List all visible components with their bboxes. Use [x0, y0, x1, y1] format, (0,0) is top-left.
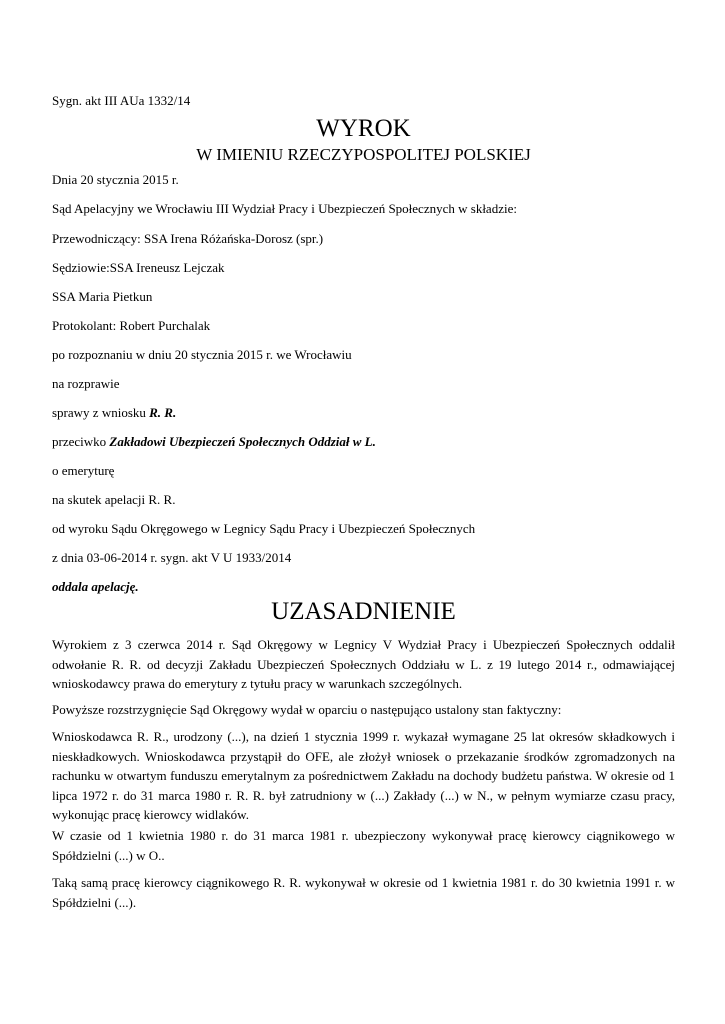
against-prefix: przeciwko: [52, 434, 110, 449]
presiding-judge: Przewodniczący: SSA Irena Różańska-Dorosz (spr.): [52, 231, 324, 246]
applicant-name: R. R.: [149, 405, 177, 420]
justification-paragraph: W czasie od 1 kwietnia 1980 r. do 31 marca 1981 r. ubezpieczony wykonywał pracę kierowcy ciągnikowego w Spółdzielni (...) w O..: [52, 828, 675, 863]
justification-paragraph: Taką samą pracę kierowcy ciągnikowego R. R. wykonywał w okresie od 1 kwietnia 1981 r. do 30 kwietnia 1991 r. w Spółdzielni (...).: [52, 875, 675, 910]
justification-paragraph: Wnioskodawca R. R., urodzony (...), na dzień 1 stycznia 1999 r. wykazał wymagane 25 lat okresów składkowych i nieskładkowych. Wnioskodawca przystąpił do OFE, ale złożył wniosek o przekazanie środków zgromadzonych na rachunku w otwartym funduszu emerytalnym za pośrednictwem Zakładu na dochody budżetu państwa. W okresie od 1 lipca 1972 r. do 31 marca 1980 r. R. R. był zatrudniony w (...) Zakłady (...) w N., w pełnym wymiarze czasu pracy, wykonując pracę kierowcy widlaków.: [52, 729, 675, 822]
defendant-line: [52, 434, 376, 450]
hearing-info: po rozpoznaniu w dniu 20 stycznia 2015 r. we Wrocławiu: [52, 347, 352, 362]
judges: Sędziowie:SSA Ireneusz Lejczak: [52, 260, 225, 275]
defendant-name: Zakładowi Ubezpieczeń Społecznych Oddział w L.: [109, 434, 376, 449]
ruling: oddala apelację.: [52, 579, 139, 594]
judge-second: SSA Maria Pietkun: [52, 289, 153, 304]
judgment-date: Dnia 20 stycznia 2015 r.: [52, 172, 179, 187]
justification-title: UZASADNIENIE: [271, 598, 456, 625]
court-clerk: Protokolant: Robert Purchalak: [52, 318, 211, 333]
document-title: WYROK: [316, 115, 411, 142]
document-subtitle: W IMIENIU RZECZYPOSPOLITEJ POLSKIEJ: [196, 145, 531, 164]
document-page: [52, 0, 675, 1024]
justification-paragraph: Wyrokiem z 3 czerwca 2014 r. Sąd Okręgowy w Legnicy V Wydział Pracy i Ubezpieczeń Społecznych oddalił odwołanie R. R. od decyzji Zakładu Ubezpieczeń Społecznych Oddziału w L. z 19 lutego 2014 r., odmawiającej wnioskodawcy prawa do emerytury z tytułu pracy w warunkach szczególnych.: [52, 637, 675, 691]
justification-paragraph: Powyższe rozstrzygnięcie Sąd Okręgowy wydał w oparciu o następująco ustalony stan faktyczny:: [52, 702, 562, 717]
case-prefix: sprawy z wniosku: [52, 405, 150, 420]
judgment-source: od wyroku Sądu Okręgowego w Legnicy Sądu Pracy i Ubezpieczeń Społecznych: [52, 521, 476, 536]
appeal-line: na skutek apelacji R. R.: [52, 492, 176, 507]
judgment-source-date: z dnia 03-06-2014 r. sygn. akt V U 1933/2014: [52, 550, 292, 565]
court-composition: Sąd Apelacyjny we Wrocławiu III Wydział Pracy i Ubezpieczeń Społecznych w składzie:: [52, 201, 517, 216]
case-number: Sygn. akt III AUa 1332/14: [52, 93, 191, 108]
case-subject: o emeryturę: [52, 463, 115, 478]
case-applicant-line: [52, 405, 176, 421]
session-type: na rozprawie: [52, 376, 120, 391]
